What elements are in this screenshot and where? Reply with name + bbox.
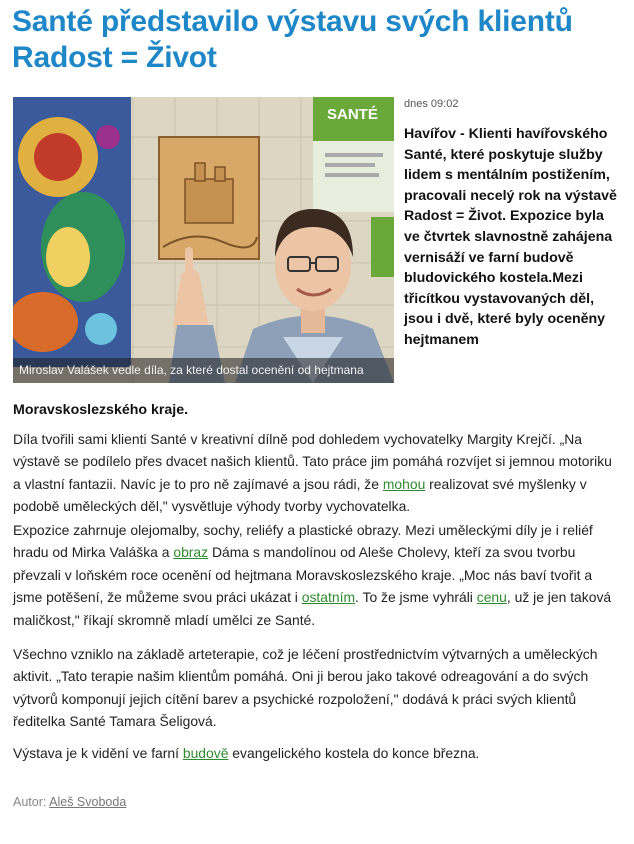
author-link[interactable]: Aleš Svoboda xyxy=(49,795,127,809)
paragraph-4-text-a: Výstava je k vidění ve farní xyxy=(13,745,183,761)
article-lead: Havířov - Klienti havířovského Santé, které poskytuje služby lidem s mentálním postižením, pracovali necelý rok na výstavě Radost = Život. Expozice byla ve čtvrtek slavnostně zahájena vernisáží ve farní budově bludovického kostela.Mezi třicítkou vystavovaných děl, jsou i dvě, které byly oceněny hejtmanem xyxy=(404,126,617,348)
paragraph-4 xyxy=(13,742,623,764)
paragraph-2-text-c: . To že jsme vyhráli xyxy=(355,589,477,606)
link-budove[interactable]: budově xyxy=(182,745,229,761)
paragraph-4-text-b: evangelického kostela do konce března. xyxy=(228,745,480,761)
photo-illustration xyxy=(13,97,394,383)
publish-date: dnes 09:02 xyxy=(404,98,459,110)
article-lead-continued: Moravskoslezského kraje. xyxy=(13,402,189,418)
paragraph-2 xyxy=(13,519,623,631)
poster-logo: SANTÉ xyxy=(327,106,378,123)
article-photo[interactable] xyxy=(13,97,394,383)
paragraph-2-text-d: , už je jen taková maličkost," říkají skromně mladí umělci ze Santé. xyxy=(13,589,612,628)
paragraph-1 xyxy=(13,428,623,518)
link-mohou[interactable]: mohou xyxy=(382,475,426,492)
photo-caption: Miroslav Valášek vedle díla, za které dostal ocenění od hejtmana xyxy=(13,358,394,383)
author-label: Autor: xyxy=(13,795,50,809)
link-ostatnim[interactable]: ostatním xyxy=(301,589,356,606)
article-title: Santé představilo výstavu svých klientů Radost = Život xyxy=(12,5,573,74)
paragraph-2-text-b: Dáma s mandolínou od Aleše Cholevy, kteří za svou tvorbu převzali v loňském roce ocenění od hejtmana Moravskoslezského kraje. „Moc nás baví tvořit a jsme potěšení, že můžeme svou práci ukázat i xyxy=(13,544,593,606)
paragraph-3: Všechno vzniklo na základě arteterapie, což je léčení prostřednictvím výtvarných a uměleckých aktivit. „Tato terapie našim klientům pomáhá. Oni ji berou jako takové odreagování a do svých výtvorů komponují jejich cítění barev a psychické rozpoložení," dodává k práci svých klientů ředitelka Santé Tamara Šeligová. xyxy=(13,646,598,730)
paragraph-1-text-a: Díla tvořili sami klienti Santé v kreativní dílně pod dohledem vychovatelky Margity Krejčí. „Na výstavě se podílelo přes dvacet našich klientů. Tato práce jim pomáhá rozvíjet si jemnou motoriku a vlastní fantazii. Navíc je to pro ně zajímavé a jsou rádi, že xyxy=(13,431,612,492)
link-obraz[interactable]: obraz xyxy=(173,544,209,561)
paragraph-1-text-b: realizovat své myšlenky v podobě uměleckých děl," vysvětluje výhody tvorby vychovatelka. xyxy=(13,475,587,515)
paragraph-2-text-a: Expozice zahrnuje olejomalby, sochy, reliéfy a plastické obrazy. Mezi uměleckými díly je i reliéf hradu od Mirka Valáška a xyxy=(13,522,593,561)
author-line xyxy=(13,795,126,809)
link-cenu[interactable]: cenu xyxy=(476,589,507,606)
